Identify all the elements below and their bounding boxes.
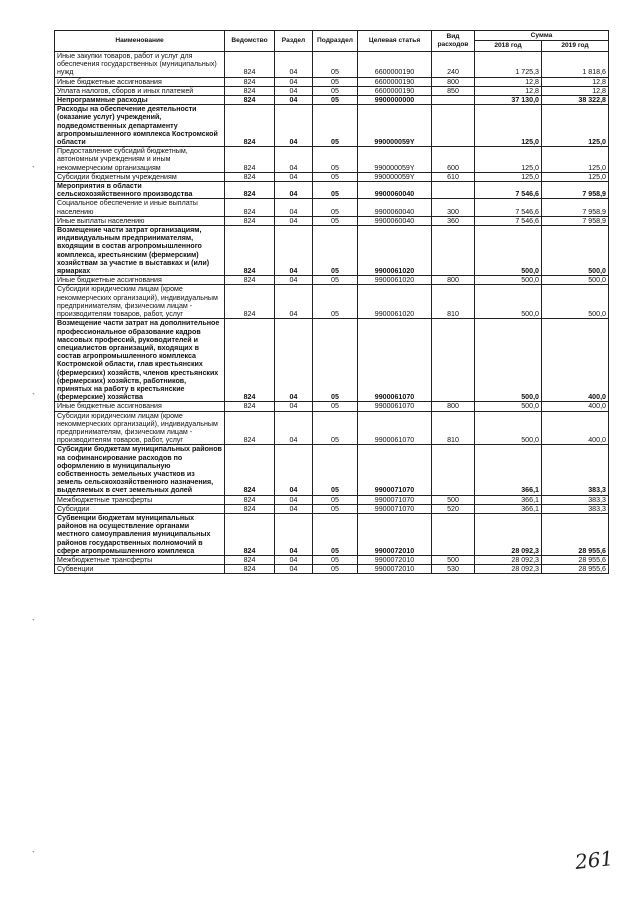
row-dept: 824 <box>225 86 275 95</box>
row-amount-2018: 366,1 <box>475 495 542 504</box>
row-section: 04 <box>275 77 313 86</box>
row-name: Субсидии бюджетным учреждениям <box>55 172 225 181</box>
row-name: Непрограммные расходы <box>55 96 225 105</box>
margin-mark: ` <box>32 618 35 628</box>
table-row <box>55 565 609 574</box>
row-target: 9900061020 <box>358 276 432 285</box>
row-section: 04 <box>275 96 313 105</box>
header-target: Целевая статья <box>358 31 432 52</box>
row-exptype: 850 <box>432 86 475 95</box>
row-section: 04 <box>275 199 313 216</box>
row-subsection: 05 <box>313 52 358 78</box>
row-amount-2019: 125,0 <box>542 172 609 181</box>
row-subsection: 05 <box>313 565 358 574</box>
table-row <box>55 105 609 147</box>
row-amount-2019: 400,0 <box>542 402 609 411</box>
row-dept: 824 <box>225 402 275 411</box>
row-amount-2019: 7 958,9 <box>542 216 609 225</box>
table-header <box>55 31 609 52</box>
budget-table <box>54 30 609 574</box>
row-target: 9900072010 <box>358 513 432 555</box>
row-amount-2019: 383,3 <box>542 495 609 504</box>
table-row <box>55 147 609 173</box>
header-exptype: Вид расходов <box>432 31 475 52</box>
row-name: Субсидии бюджетам муниципальных районов на софинансирование расходов по оформлению в муниципальную собственность земельных участков из земель сельскохозяйственного назначения, выделяемых в счет земельных долей <box>55 445 225 495</box>
row-exptype: 800 <box>432 77 475 86</box>
row-subsection: 05 <box>313 199 358 216</box>
row-subsection: 05 <box>313 226 358 276</box>
row-subsection: 05 <box>313 495 358 504</box>
margin-mark: ` <box>32 850 35 860</box>
row-name: Межбюджетные трансферты <box>55 555 225 564</box>
row-target: 6600000190 <box>358 86 432 95</box>
row-exptype <box>432 105 475 147</box>
row-dept: 824 <box>225 495 275 504</box>
row-section: 04 <box>275 147 313 173</box>
row-exptype: 800 <box>432 402 475 411</box>
row-exptype: 240 <box>432 52 475 78</box>
row-amount-2019: 383,3 <box>542 445 609 495</box>
row-amount-2018: 7 546,6 <box>475 216 542 225</box>
row-section: 04 <box>275 495 313 504</box>
row-subsection: 05 <box>313 86 358 95</box>
table-row <box>55 285 609 319</box>
row-subsection: 05 <box>313 276 358 285</box>
row-subsection: 05 <box>313 285 358 319</box>
row-amount-2019: 383,3 <box>542 504 609 513</box>
row-amount-2018: 500,0 <box>475 276 542 285</box>
row-name: Субвенции бюджетам муниципальных районов на осуществление органами местного самоуправления муниципальных районов государственных полномочий в сфере агропромышленного комплекса <box>55 513 225 555</box>
row-amount-2018: 28 092,3 <box>475 565 542 574</box>
row-amount-2018: 125,0 <box>475 147 542 173</box>
row-dept: 824 <box>225 504 275 513</box>
row-target: 9900061070 <box>358 402 432 411</box>
row-exptype: 800 <box>432 276 475 285</box>
row-subsection: 05 <box>313 96 358 105</box>
row-dept: 824 <box>225 216 275 225</box>
table-row <box>55 276 609 285</box>
table-row <box>55 402 609 411</box>
row-name: Возмещение части затрат организациям, индивидуальным предпринимателям, входящим в состав агропромышленного комплекса, крестьянским (фермерским) хозяйствам за участие в выставках и (или) ярмарках <box>55 226 225 276</box>
row-target: 6600000190 <box>358 77 432 86</box>
row-amount-2018: 500,0 <box>475 411 542 445</box>
row-amount-2019: 28 955,6 <box>542 555 609 564</box>
row-section: 04 <box>275 86 313 95</box>
row-dept: 824 <box>225 199 275 216</box>
row-amount-2019: 500,0 <box>542 276 609 285</box>
row-dept: 824 <box>225 105 275 147</box>
table-row <box>55 445 609 495</box>
row-dept: 824 <box>225 182 275 199</box>
row-amount-2018: 7 546,6 <box>475 182 542 199</box>
row-amount-2018: 7 546,6 <box>475 199 542 216</box>
row-amount-2019: 12,8 <box>542 77 609 86</box>
row-amount-2018: 500,0 <box>475 285 542 319</box>
row-amount-2019: 7 958,9 <box>542 199 609 216</box>
row-target: 9900061020 <box>358 226 432 276</box>
row-subsection: 05 <box>313 319 358 402</box>
row-name: Иные выплаты населению <box>55 216 225 225</box>
table-row <box>55 86 609 95</box>
row-exptype: 360 <box>432 216 475 225</box>
row-name: Иные закупки товаров, работ и услуг для обеспечения государственных (муниципальных) нужд <box>55 52 225 78</box>
row-section: 04 <box>275 285 313 319</box>
row-exptype: 810 <box>432 285 475 319</box>
budget-table-sheet <box>54 30 608 574</box>
row-section: 04 <box>275 226 313 276</box>
row-section: 04 <box>275 504 313 513</box>
row-section: 04 <box>275 52 313 78</box>
row-subsection: 05 <box>313 504 358 513</box>
row-section: 04 <box>275 172 313 181</box>
row-target: 9900061070 <box>358 319 432 402</box>
row-dept: 824 <box>225 172 275 181</box>
row-dept: 824 <box>225 147 275 173</box>
row-exptype <box>432 445 475 495</box>
header-dept: Ведомство <box>225 31 275 52</box>
row-section: 04 <box>275 513 313 555</box>
row-subsection: 05 <box>313 555 358 564</box>
row-amount-2019: 500,0 <box>542 226 609 276</box>
row-section: 04 <box>275 276 313 285</box>
row-dept: 824 <box>225 77 275 86</box>
row-name: Предоставление субсидий бюджетным, автономным учреждениям и иным некоммерческим организациям <box>55 147 225 173</box>
row-target: 9900072010 <box>358 555 432 564</box>
row-exptype: 530 <box>432 565 475 574</box>
table-row <box>55 513 609 555</box>
row-exptype: 810 <box>432 411 475 445</box>
row-subsection: 05 <box>313 216 358 225</box>
row-name: Мероприятия в области сельскохозяйственного производства <box>55 182 225 199</box>
row-section: 04 <box>275 411 313 445</box>
row-section: 04 <box>275 445 313 495</box>
row-section: 04 <box>275 105 313 147</box>
row-amount-2018: 500,0 <box>475 319 542 402</box>
row-name: Иные бюджетные ассигнования <box>55 402 225 411</box>
row-dept: 824 <box>225 276 275 285</box>
row-subsection: 05 <box>313 182 358 199</box>
row-name: Субсидии <box>55 504 225 513</box>
row-amount-2018: 1 725,3 <box>475 52 542 78</box>
row-target: 9900061070 <box>358 411 432 445</box>
row-target: 9900071070 <box>358 504 432 513</box>
row-exptype <box>432 96 475 105</box>
table-row <box>55 52 609 78</box>
row-target: 990000059Y <box>358 147 432 173</box>
row-subsection: 05 <box>313 77 358 86</box>
row-target: 990000059Y <box>358 105 432 147</box>
table-row <box>55 96 609 105</box>
row-amount-2019: 38 322,8 <box>542 96 609 105</box>
header-name: Наименование <box>55 31 225 52</box>
row-target: 9900071070 <box>358 445 432 495</box>
row-subsection: 05 <box>313 411 358 445</box>
row-amount-2019: 400,0 <box>542 319 609 402</box>
row-name: Иные бюджетные ассигнования <box>55 77 225 86</box>
row-name: Субсидии юридическим лицам (кроме некоммерческих организаций), индивидуальным предпринимателям, физическим лицам - производителям товаров, работ, услуг <box>55 411 225 445</box>
header-subsection: Подраздел <box>313 31 358 52</box>
row-amount-2018: 12,8 <box>475 77 542 86</box>
row-amount-2019: 125,0 <box>542 105 609 147</box>
row-section: 04 <box>275 565 313 574</box>
table-row <box>55 495 609 504</box>
row-dept: 824 <box>225 445 275 495</box>
page-number: 261 <box>573 846 615 874</box>
table-row <box>55 411 609 445</box>
row-amount-2019: 7 958,9 <box>542 182 609 199</box>
row-amount-2018: 37 130,0 <box>475 96 542 105</box>
row-dept: 824 <box>225 411 275 445</box>
row-amount-2018: 125,0 <box>475 172 542 181</box>
header-2019: 2019 год <box>542 41 609 52</box>
row-subsection: 05 <box>313 172 358 181</box>
table-row <box>55 226 609 276</box>
row-dept: 824 <box>225 565 275 574</box>
row-exptype <box>432 226 475 276</box>
table-body <box>55 52 609 574</box>
row-name: Субвенции <box>55 565 225 574</box>
row-section: 04 <box>275 182 313 199</box>
header-2018: 2018 год <box>475 41 542 52</box>
row-amount-2018: 500,0 <box>475 226 542 276</box>
table-row <box>55 172 609 181</box>
row-exptype: 500 <box>432 555 475 564</box>
row-amount-2019: 28 955,6 <box>542 513 609 555</box>
row-target: 9900072010 <box>358 565 432 574</box>
row-dept: 824 <box>225 513 275 555</box>
row-section: 04 <box>275 319 313 402</box>
row-amount-2019: 28 955,6 <box>542 565 609 574</box>
row-exptype: 610 <box>432 172 475 181</box>
row-amount-2018: 366,1 <box>475 445 542 495</box>
row-subsection: 05 <box>313 402 358 411</box>
row-amount-2018: 366,1 <box>475 504 542 513</box>
row-amount-2019: 500,0 <box>542 285 609 319</box>
row-exptype <box>432 182 475 199</box>
row-dept: 824 <box>225 226 275 276</box>
row-target: 9900071070 <box>358 495 432 504</box>
row-subsection: 05 <box>313 513 358 555</box>
table-row <box>55 216 609 225</box>
row-amount-2019: 12,8 <box>542 86 609 95</box>
row-section: 04 <box>275 216 313 225</box>
row-exptype <box>432 319 475 402</box>
table-row <box>55 199 609 216</box>
table-row <box>55 504 609 513</box>
row-target: 6600000190 <box>358 52 432 78</box>
row-target: 9900060040 <box>358 216 432 225</box>
margin-mark: ` <box>32 392 35 402</box>
table-row <box>55 77 609 86</box>
row-name: Иные бюджетные ассигнования <box>55 276 225 285</box>
row-amount-2018: 500,0 <box>475 402 542 411</box>
row-section: 04 <box>275 555 313 564</box>
row-dept: 824 <box>225 96 275 105</box>
row-target: 9900060040 <box>358 199 432 216</box>
row-subsection: 05 <box>313 147 358 173</box>
margin-mark: ` <box>32 165 35 175</box>
row-amount-2018: 12,8 <box>475 86 542 95</box>
table-row <box>55 182 609 199</box>
row-dept: 824 <box>225 52 275 78</box>
row-amount-2018: 125,0 <box>475 105 542 147</box>
row-amount-2018: 28 092,3 <box>475 513 542 555</box>
row-dept: 824 <box>225 555 275 564</box>
row-target: 9900000000 <box>358 96 432 105</box>
row-subsection: 05 <box>313 105 358 147</box>
row-name: Социальное обеспечение и иные выплаты населению <box>55 199 225 216</box>
table-row <box>55 319 609 402</box>
row-target: 9900061020 <box>358 285 432 319</box>
row-name: Субсидии юридическим лицам (кроме некоммерческих организаций), индивидуальным предпринимателям, физическим лицам - производителям товаров, работ, услуг <box>55 285 225 319</box>
row-dept: 824 <box>225 285 275 319</box>
row-exptype: 520 <box>432 504 475 513</box>
row-name: Межбюджетные трансферты <box>55 495 225 504</box>
row-name: Уплата налогов, сборов и иных платежей <box>55 86 225 95</box>
header-sum: Сумма <box>475 31 609 41</box>
row-section: 04 <box>275 402 313 411</box>
row-name: Расходы на обеспечение деятельности (оказание услуг) учреждений, подведомственных департаменту агропромышленного комплекса Костромской области <box>55 105 225 147</box>
row-target: 990000059Y <box>358 172 432 181</box>
header-section: Раздел <box>275 31 313 52</box>
row-exptype: 600 <box>432 147 475 173</box>
row-exptype: 300 <box>432 199 475 216</box>
row-subsection: 05 <box>313 445 358 495</box>
row-dept: 824 <box>225 319 275 402</box>
row-amount-2019: 1 818,6 <box>542 52 609 78</box>
row-amount-2018: 28 092,3 <box>475 555 542 564</box>
row-amount-2019: 400,0 <box>542 411 609 445</box>
row-name: Возмещение части затрат на дополнительное профессиональное образование кадров массовых профессий, руководителей и специалистов организаций, входящих в состав агропромышленного комплекса Костромской области, глав крестьянских (фермерских) хозяйств, членов крестьянских (фермерских) хозяйств, работников, принятых на работу в крестьянские (фермерские) хозяйства <box>55 319 225 402</box>
row-amount-2019: 125,0 <box>542 147 609 173</box>
row-exptype <box>432 513 475 555</box>
row-exptype: 500 <box>432 495 475 504</box>
row-target: 9900060040 <box>358 182 432 199</box>
table-row <box>55 555 609 564</box>
